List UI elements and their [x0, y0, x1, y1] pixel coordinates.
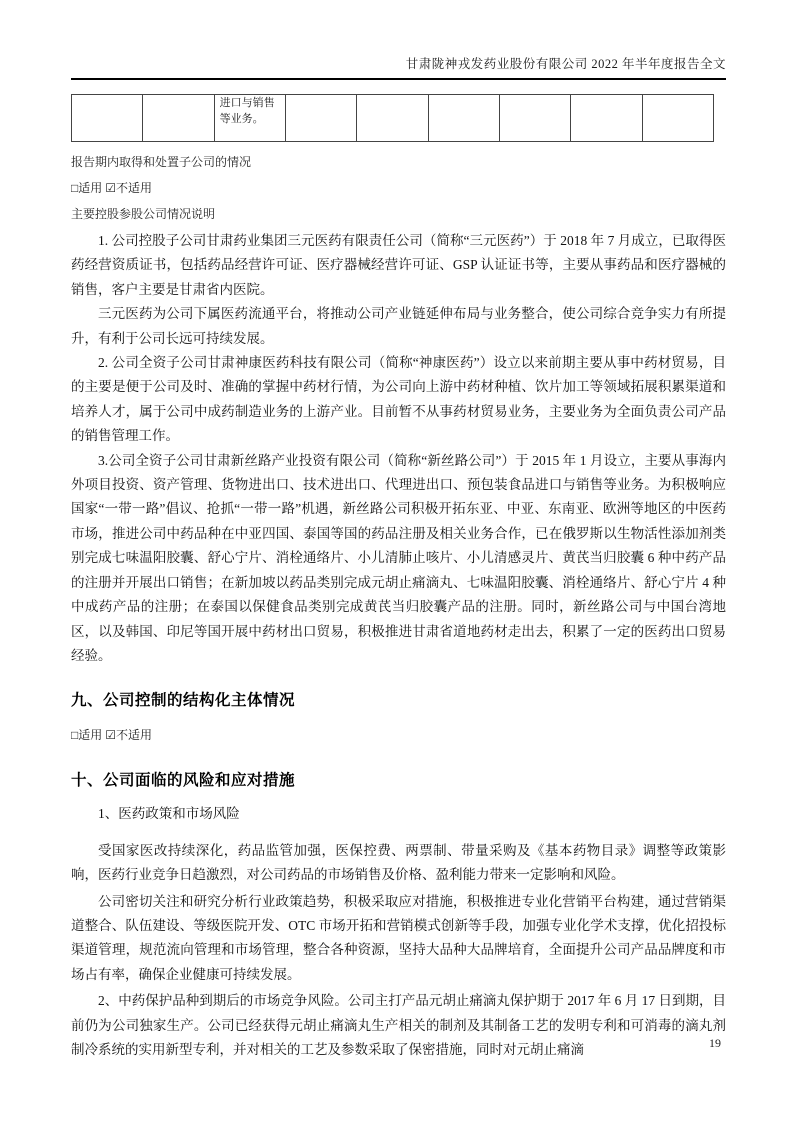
table-cell: [499, 95, 570, 142]
section-10-heading: 十、公司面临的风险和应对措施: [71, 772, 296, 790]
table-cell: [357, 95, 428, 142]
table-cell: [642, 95, 713, 142]
table-cell: [285, 95, 356, 142]
subsidiary-paragraph: 三元医药为公司下属医药流通平台，将推动公司产业链延伸布局与业务整合，使公司综合竞争实力有所提升，有利于公司长远可持续发展。: [71, 306, 726, 346]
subsidiary-continuation-table: [71, 94, 714, 142]
page-header-title: 甘肃陇神戎发药业股份有限公司 2022 年半年度报告全文: [71, 55, 726, 80]
subsidiary-description-block: [71, 229, 726, 668]
risk-paragraph: 受国家医改持续深化，药品监管加强，医保控费、两票制、带量采购及《基本药物目录》调整等政策影响，医药行业竞争日趋激烈，对公司药品的市场销售及价格、盈利能力带来一定影响和风险。: [71, 842, 726, 883]
subsidiary-paragraph: 2. 公司全资子公司甘肃神康医药科技有限公司（简称“神康医药”）设立以来前期主要从事中药材贸易，目的主要是便于公司及时、准确的掌握中药材行情，为公司向上游中药材种植、饮片加工等领域拓展积累渠道和培养人才，属于公司中成药制造业务的上游产业。目前暂不从事药材贸易业务，主要业务为全面负责公司产品的销售管理工作。: [71, 355, 726, 444]
subsidiary-paragraph: 1. 公司控股子公司甘肃药业集团三元医药有限责任公司（简称“三元医药”）于 2018 年 7 月成立，已取得医药经营资质证书，包括药品经营许可证、医疗器械经营许可证、GSP 认证证书等，主要从事药品和医疗器械的销售，客户主要是甘肃省内医院。: [71, 233, 726, 297]
table-cell: [571, 95, 642, 142]
applicability-checkboxes: □适用 ☑不适用: [71, 728, 153, 743]
table-row: [72, 95, 714, 142]
section-9-heading: 九、公司控制的结构化主体情况: [71, 692, 296, 710]
subsidiary-paragraph: 3.公司全资子公司甘肃新丝路产业投资有限公司（简称“新丝路公司”）于 2015 年 1 月设立，主要从事海内外项目投资、资产管理、货物进出口、技术进出口、代理进出口、预包装食品进口与销售等业务。为积极响应国家“一带一路”倡议、抢抓“一带一路”机遇，新丝路公司积极开拓东亚、中亚、东南亚、欧洲等地区的中医药市场，推进公司中药品种在中亚四国、泰国等国的药品注册及相关业务合作，已在俄罗斯以生物活性添加剂类别完成七味温阳胶囊、舒心宁片、消栓通络片、小儿清肺止咳片、小儿清感灵片、黄芪当归胶囊 6 种中药产品的注册并开展出口销售；在新加坡以药品类别完成元胡止痛滴丸、七味温阳胶囊、消栓通络片、舒心宁片 4 种中成药产品的注册；在泰国以保健食品类别完成黄芪当归胶囊产品的注册。同时，新丝路公司与中国台湾地区，以及韩国、印尼等国开展中药材出口贸易，积极推进甘肃省道地药材走出去，积累了一定的医药出口贸易经验。: [71, 452, 726, 663]
note-major-holdings: 主要控股参股公司情况说明: [71, 207, 216, 221]
table-cell: [72, 95, 143, 142]
table-cell-business-scope: 进口与销售等业务。: [214, 95, 285, 142]
risk-item-1-label: 1、医药政策和市场风险: [98, 806, 240, 822]
risk-description-block: [71, 839, 726, 1063]
table-cell: [428, 95, 499, 142]
applicability-checkboxes: □适用 ☑不适用: [71, 181, 153, 195]
risk-paragraph: 公司密切关注和研究分析行业政策趋势，积极采取应对措施，积极推进专业化营销平台构建，通过营销渠道整合、队伍建设、等级医院开发、OTC 市场开拓和营销模式创新等手段，加强专业化学术支撑，优化招投标渠道管理，规范流向管理和市场管理，整合各种资源，坚持大品种大品牌培育，全面提升公司产品品牌度和市场占有率，确保企业健康可持续发展。: [71, 893, 726, 982]
table-cell: [143, 95, 214, 142]
risk-paragraph: 2、中药保护品种到期后的市场竞争风险。公司主打产品元胡止痛滴丸保护期于 2017 年 6 月 17 日到期，目前仍为公司独家生产。公司已经获得元胡止痛滴丸生产相关的制剂及其制备工艺的发明专利和可消毒的滴丸剂制冷系统的实用新型专利，并对相关的工艺及参数采取了保密措施，同时对元胡止痛滴: [71, 993, 726, 1057]
note-acquisition-disposal: 报告期内取得和处置子公司的情况: [71, 155, 252, 169]
page-number: 19: [709, 1036, 721, 1050]
